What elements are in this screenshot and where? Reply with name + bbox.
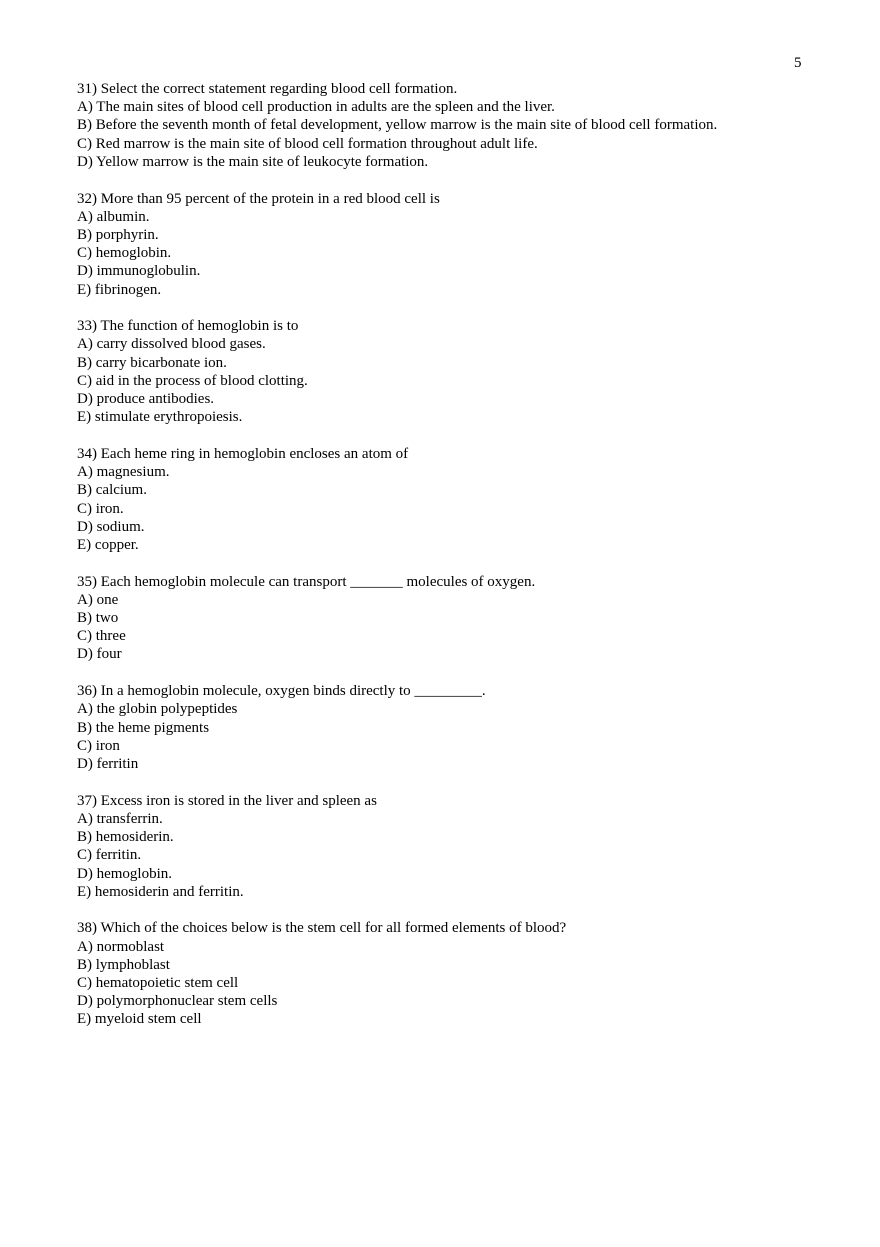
question-block [77,919,857,1028]
answer-option: A) albumin. [77,208,150,225]
question-stem: 36) In a hemoglobin molecule, oxygen binds directly to _________. [77,683,486,700]
answer-option: B) the heme pigments [77,719,210,736]
answer-option: A) normoblast [77,938,165,955]
answer-option: C) hemoglobin. [77,245,172,262]
question-block [77,792,857,901]
question-block [77,573,857,664]
question-stem: 35) Each hemoglobin molecule can transport _______ molecules of oxygen. [77,573,536,590]
answer-option: E) copper. [77,536,139,553]
answer-option: E) hemosiderin and ferritin. [77,883,244,900]
answer-option: B) lymphoblast [77,956,170,973]
answer-option: B) carry bicarbonate ion. [77,354,227,371]
answer-option: C) iron. [77,500,124,517]
answer-option: D) hemoglobin. [77,865,172,882]
question-block [77,80,857,171]
question-stem: 33) The function of hemoglobin is to [77,318,299,335]
question-stem: 32) More than 95 percent of the protein in a red blood cell is [77,190,440,207]
answer-option: B) calcium. [77,482,147,499]
page-number: 5 [794,55,802,71]
answer-option: D) produce antibodies. [77,391,215,408]
answer-option: B) two [77,610,119,627]
answer-option: D) sodium. [77,518,145,535]
answer-option: D) polymorphonuclear stem cells [77,993,278,1010]
answer-option: B) hemosiderin. [77,829,174,846]
answer-option: C) ferritin. [77,847,142,864]
answer-option: A) transferrin. [77,810,163,827]
question-stem: 34) Each heme ring in hemoglobin encloses an atom of [77,445,409,462]
answer-option: C) aid in the process of blood clotting. [77,372,308,389]
answer-option: B) porphyrin. [77,226,159,243]
answer-option: C) three [77,628,126,645]
answer-option: E) myeloid stem cell [77,1011,202,1028]
answer-option: A) one [77,591,119,608]
answer-option: C) Red marrow is the main site of blood cell formation throughout adult life. [77,135,538,152]
answer-option: A) magnesium. [77,464,170,481]
answer-option: A) the globin polypeptides [77,701,238,718]
answer-option: D) four [77,646,122,663]
answer-option: A) The main sites of blood cell production in adults are the spleen and the liver. [77,99,555,116]
question-stem: 38) Which of the choices below is the stem cell for all formed elements of blood? [77,920,567,937]
question-stem: 37) Excess iron is stored in the liver and spleen as [77,792,377,809]
question-list [77,80,857,1047]
answer-option: B) Before the seventh month of fetal development, yellow marrow is the main site of blood cell formation. [77,117,718,134]
question-block [77,445,857,554]
question-block [77,317,857,426]
answer-option: D) immunoglobulin. [77,263,201,280]
answer-option: C) hematopoietic stem cell [77,975,239,992]
answer-option: E) stimulate erythropoiesis. [77,409,243,426]
answer-option: C) iron [77,737,120,754]
answer-option: E) fibrinogen. [77,281,162,298]
answer-option: D) ferritin [77,756,139,772]
answer-option: A) carry dissolved blood gases. [77,336,266,353]
question-block [77,682,857,773]
question-block [77,190,857,299]
answer-option: D) Yellow marrow is the main site of leukocyte formation. [77,153,429,170]
question-stem: 31) Select the correct statement regarding blood cell formation. [77,81,458,97]
